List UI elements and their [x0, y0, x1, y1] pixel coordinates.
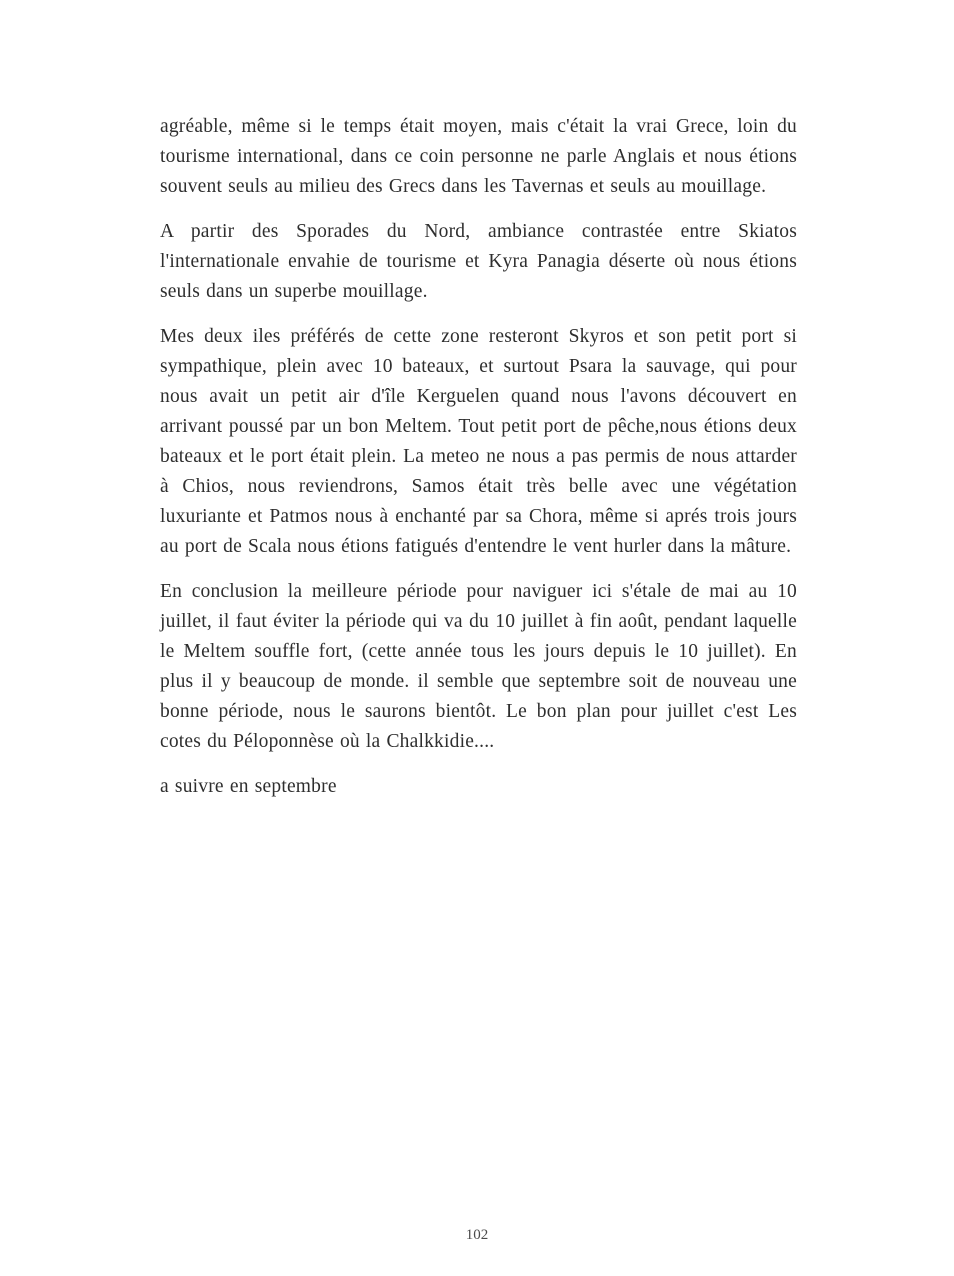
paragraph: a suivre en septembre — [160, 776, 337, 797]
paragraph: Mes deux iles préférés de cette zone resteront Skyros et son petit port si sympathique, plein avec 10 bateaux, et surtout Psara la sauvage, qui pour nous avait un petit air d'île Kerguelen quand nous l'avons découvert en arrivant poussé par un bon Meltem. Tout petit port de pêche,nous étions deux bateaux et le port était plein. La meteo ne nous a pas permis de nous attarder à Chios, nous reviendrons, Samos était très belle avec une végétation luxuriante et Patmos nous à enchanté par sa Chora, même si aprés trois jours au port de Scala nous étions fatigués d'entendre le vent hurler dans la mâture. — [160, 326, 797, 557]
paragraph: En conclusion la meilleure période pour naviguer ici s'étale de mai au 10 juillet, il faut éviter la période qui va du 10 juillet à fin août, pendant laquelle le Meltem souffle fort, (cette année tous les jours depuis le 10 juillet). En plus il y beaucoup de monde. il semble que septembre soit de nouveau une bonne période, nous le saurons bientôt. Le bon plan pour juillet c'est Les cotes du Péloponnèse où la Chalkkidie.... — [160, 581, 797, 752]
paragraph: A partir des Sporades du Nord, ambiance contrastée entre Skiatos l'internationale envahie de tourisme et Kyra Panagia déserte où nous étions seuls dans un superbe mouillage. — [160, 221, 797, 302]
page-number: 102 — [465, 1227, 489, 1243]
page-body — [160, 112, 797, 817]
paragraph: agréable, même si le temps était moyen, mais c'était la vrai Grece, loin du tourisme international, dans ce coin personne ne parle Anglais et nous étions souvent seuls au milieu des Grecs dans les Tavernas et seuls au mouillage. — [160, 116, 797, 197]
